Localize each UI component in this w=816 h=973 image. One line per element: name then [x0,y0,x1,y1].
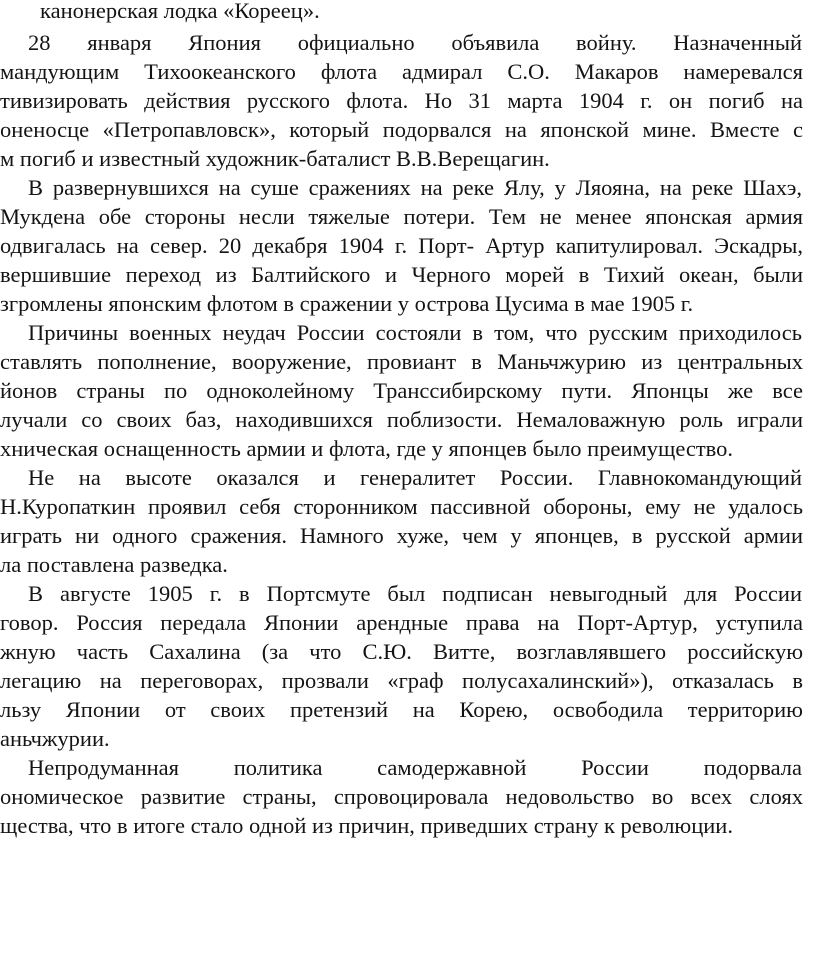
text-line: вершившие переход из Балтийского и Черного морей в Тихий океан, были [0,262,803,287]
text-line: легацию на переговорах, прозвали «граф полусахалинский»), отказалась в [0,668,803,693]
text-line: ономическое развитие страны, спровоцировала недовольство во всех слоях [0,784,803,809]
text-line: льзу Японии от своих претензий на Корею, освободила территорию [0,697,803,722]
text-line: В августе 1905 г. в Портсмуте был подписан невыгодный для России [28,581,802,606]
text-line: тивизировать действия русского флота. Но 31 марта 1904 г. он погиб на [0,88,803,113]
text-line: ставлять пополнение, вооружение, провиант в Маньчжурию из центральных [0,349,803,374]
text-line: згромлены японским флотом в сражении у острова Цусима в мае 1905 г. [0,291,694,316]
text-line: 28 января Япония официально объявила войну. Назначенный [28,30,802,55]
text-line: йонов страны по одноколейному Транссибирскому пути. Японцы же все [0,378,803,403]
text-line: ла поставлена разведка. [0,552,228,577]
text-line: Н.Куропаткин проявил себя сторонником пассивной обороны, ему не удалось [0,494,803,519]
text-line: говор. Россия передала Японии арендные права на Порт-Артур, уступила [0,610,803,635]
text-line: В развернувшихся на суше сражениях на реке Ялу, у Ляояна, на реке Шахэ, [28,175,802,200]
text-line: мандующим Тихоокеанского флота адмирал С.О. Макаров намеревался [0,59,803,84]
text-line: Мукдена обе стороны несли тяжелые потери. Тем не менее японская армия [0,204,803,229]
text-line: одвигалась на север. 20 декабря 1904 г. Порт- Артур капитулировал. Эскадры, [0,233,803,258]
text-line: Причины военных неудач России состояли в том, что русским приходилось [28,320,802,345]
text-line: щества, что в итоге стало одной из причин, приведших страну к революции. [0,813,733,838]
text-line: лучали со своих баз, находившихся поблизости. Немаловажную роль играли [0,407,803,432]
text-line: Непродуманная политика самодержавной России подорвала [28,755,802,780]
text-line: Не на высоте оказался и генералитет России. Главнокомандующий [28,465,802,490]
text-line: м погиб и известный художник-баталист В.В.Верещагин. [0,146,550,171]
text-line: канонерская лодка «Кореец». [40,0,320,23]
text-line: жную часть Сахалина (за что С.Ю. Витте, возглавлявшего российскую [0,639,803,664]
text-line: оненосце «Петропавловск», который подорвался на японской мине. Вместе с [0,117,803,142]
text-line: аньчжурии. [0,726,110,751]
text-line: играть ни одного сражения. Намного хуже, чем у японцев, в русской армии [0,523,803,548]
text-line: хническая оснащенность армии и флота, где у японцев было преимущество. [0,436,734,461]
